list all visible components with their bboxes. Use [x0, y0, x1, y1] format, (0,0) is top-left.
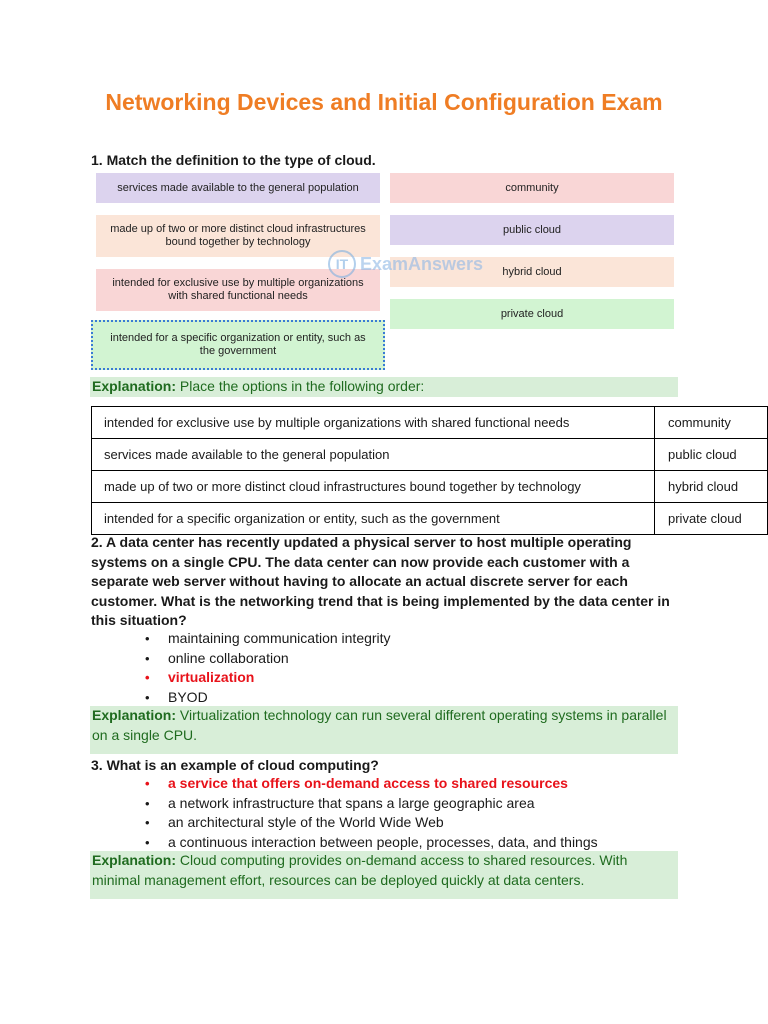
table-row [92, 439, 768, 471]
page-title: Networking Devices and Initial Configuration Exam [105, 89, 663, 115]
explanation-label: Explanation: [92, 378, 177, 394]
watermark-text: ExamAnswers [360, 253, 484, 274]
explanation-text: Cloud computing provides on-demand access to shared resources. With minimal management effort, resources can be deployed quickly at data centers. [92, 852, 628, 888]
list-item[interactable]: • maintaining communication integrity [145, 629, 391, 649]
drag-option-multiple-orgs[interactable]: intended for exclusive use by multiple organizations with shared functional needs [96, 269, 380, 311]
options-list-q3 [145, 774, 598, 852]
explanation-2 [90, 706, 678, 754]
table-cell-type: community [655, 407, 768, 439]
table-cell-definition: intended for exclusive use by multiple organizations with shared functional needs [92, 407, 655, 439]
list-item[interactable]: • an architectural style of the World Wide Web [145, 813, 598, 833]
correct-answer[interactable]: • virtualization [145, 668, 391, 688]
table-cell-definition: made up of two or more distinct cloud infrastructures bound together by technology [92, 471, 655, 503]
drag-option-general-population[interactable]: services made available to the general population [96, 173, 380, 203]
table-row [92, 503, 768, 535]
table-row [92, 471, 768, 503]
drag-option-specific-org[interactable]: intended for a specific organization or entity, such as the government [91, 320, 385, 370]
list-item[interactable]: • online collaboration [145, 649, 391, 669]
list-item[interactable]: • BYOD [145, 688, 391, 708]
explanation-text: Place the options in the following order: [179, 378, 425, 394]
table-row [92, 407, 768, 439]
table-cell-type: hybrid cloud [655, 471, 768, 503]
drag-option-hybrid[interactable]: made up of two or more distinct cloud infrastructures bound together by technology [96, 215, 380, 257]
table-cell-type: private cloud [655, 503, 768, 535]
table-cell-definition: intended for a specific organization or entity, such as the government [92, 503, 655, 535]
watermark-logo-icon: IT [328, 250, 356, 278]
explanation-label: Explanation: [92, 707, 177, 723]
list-item[interactable]: • a continuous interaction between people, processes, data, and things [145, 833, 598, 853]
options-list-q2 [145, 629, 391, 707]
list-item[interactable]: • a network infrastructure that spans a large geographic area [145, 794, 598, 814]
target-public-cloud[interactable]: public cloud [390, 215, 674, 245]
question-3: 3. What is an example of cloud computing? [91, 757, 379, 773]
explanation-1 [90, 377, 678, 397]
target-community[interactable]: community [390, 173, 674, 203]
explanation-label: Explanation: [92, 852, 177, 868]
target-private-cloud[interactable]: private cloud [390, 299, 674, 329]
correct-answer[interactable]: • a service that offers on-demand access to shared resources [145, 774, 598, 794]
question-2: 2. A data center has recently updated a physical server to host multiple operating systems on a single CPU. The data center can now provide each customer with a separate web server without having to allocate an actual discrete server for each customer. What is the networking trend that is being implemented by the data center in this situation? [91, 534, 670, 628]
watermark [328, 250, 483, 278]
answer-table [91, 406, 768, 535]
explanation-3 [90, 851, 678, 899]
explanation-text: Virtualization technology can run several different operating systems in parallel on a single CPU. [92, 707, 667, 743]
target-hybrid-cloud[interactable]: hybrid cloud [390, 257, 674, 287]
table-cell-type: public cloud [655, 439, 768, 471]
table-cell-definition: services made available to the general population [92, 439, 655, 471]
question-1: 1. Match the definition to the type of cloud. [91, 152, 376, 168]
